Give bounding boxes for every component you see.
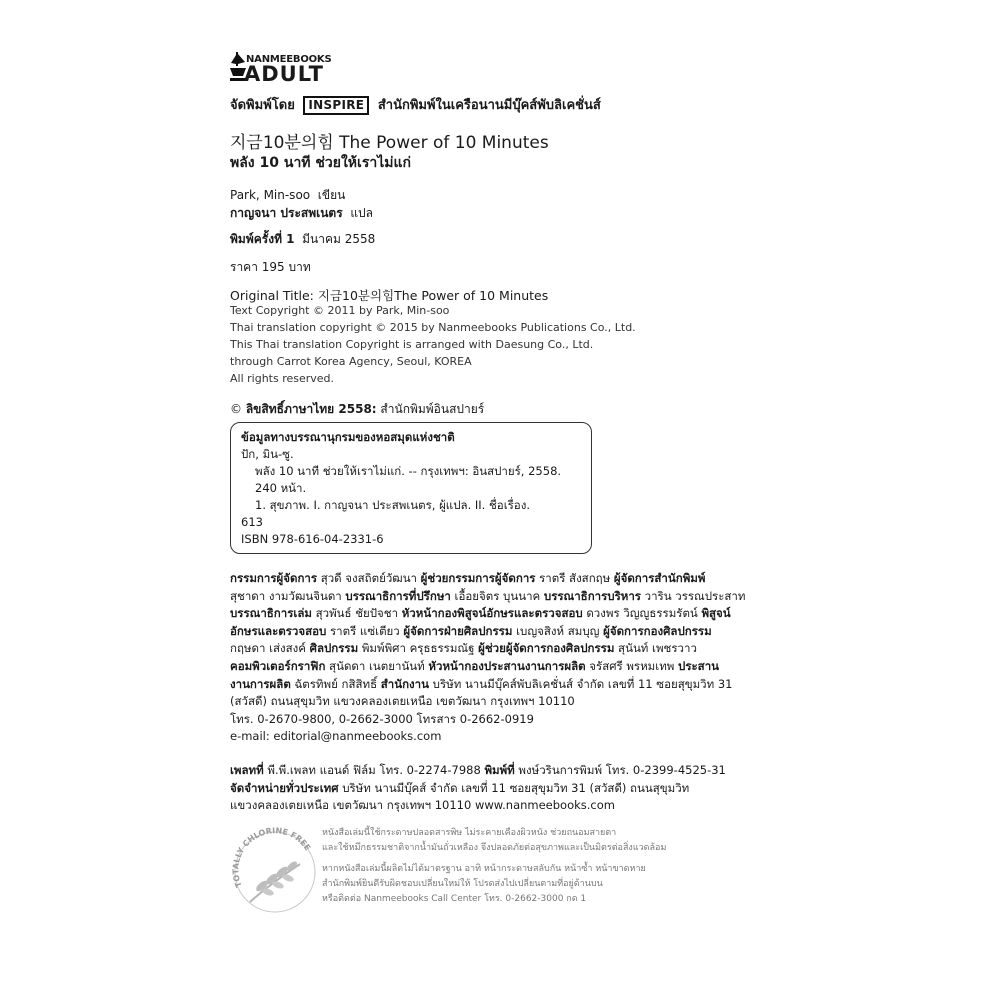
edition-date: มีนาคม 2558 [302, 232, 376, 246]
credit-name: วาริน วรรณประสาท [640, 588, 746, 603]
credit-role: เพลทที่ [230, 763, 264, 777]
publisher-line [230, 94, 601, 115]
thai-rights-holder: สำนักพิมพ์อินสปายร์ [380, 402, 485, 416]
credit-role: พิมพ์ที่ [484, 763, 515, 777]
credit-role: หัวหน้ากองประสานงานการผลิต [428, 658, 586, 673]
paper-note-line: และใช้หมึกธรรมชาติจากน้ำมันถั่วเหลือง จึงปลอดภัยต่อสุขภาพและเป็นมิตรต่อสิ่งแวดล้อม [322, 843, 667, 853]
publisher-logo [230, 50, 360, 88]
printer-line [230, 797, 770, 815]
credit-role: บรรณาธิการบริหาร [543, 588, 641, 603]
cip-line: 240 หน้า. [255, 481, 307, 495]
credit-role: ผู้จัดการสำนักพิมพ์ [613, 571, 706, 585]
credit-name: บริษัท นานมีบุ๊คส์ จำกัด เลขที่ 11 ซอยสุขุมวิท 31 (สวัสดี) ถนนสุขุมวิท [338, 780, 690, 795]
translator-line [230, 204, 373, 223]
credits-line [230, 693, 770, 711]
credit-name: ดวงพร วิญญูธรรมรัตน์ [582, 606, 702, 621]
credit-role: บรรณาธิการเล่ม [230, 606, 312, 621]
credit-role: งานการผลิต [230, 676, 291, 691]
copyright-symbol: © [230, 402, 242, 416]
paper-note-line: หรือติดต่อ Nanmeebooks Call Center โทร. 0-2662-3000 กด 1 [322, 894, 587, 904]
edition-line [230, 230, 375, 249]
credits-line [230, 640, 770, 658]
publisher-prefix: จัดพิมพ์โดย [230, 98, 295, 113]
original-title: 지금10분의힘 The Power of 10 Minutes [230, 133, 549, 153]
imprint-logo: INSPIRE [303, 96, 369, 115]
printer-info [230, 762, 770, 815]
cip-isbn: ISBN 978-616-04-2331-6 [241, 532, 384, 546]
credit-name: สุนันท์ เพชรวาว [614, 641, 697, 656]
credit-name: ราตรี สังสกฤษ [535, 571, 614, 585]
thai-title: พลัง 10 นาที ช่วยให้เราไม่แก่ [230, 155, 411, 171]
translator-role: แปล [350, 206, 374, 220]
credit-name: โทร. 0-2670-9800, 0-2662-3000 โทรสาร 0-2662-0919 [230, 711, 534, 726]
credit-role: ศิลปกรรม [309, 641, 359, 656]
cip-author: ปัก, มิน-ซู. [241, 447, 294, 461]
credits-line [230, 711, 770, 729]
credit-name: พงษ์วรินการพิมพ์ โทร. 0-2399-4525-31 [514, 763, 726, 777]
copyright-line: through Carrot Korea Agency, Seoul, KOREA [230, 355, 472, 368]
credit-name: สุนัดดา เนตยานันท์ [325, 658, 429, 673]
credit-name: (สวัสดี) ถนนสุขุมวิท แขวงคลองเตยเหนือ เขตวัฒนา กรุงเทพฯ 10110 [230, 694, 575, 709]
logo-brand-bottom: ADULT [244, 62, 324, 86]
credit-name: พี.พี.เพลท แอนด์ ฟิล์ม โทร. 0-2274-7988 [263, 763, 485, 777]
cip-heading: ข้อมูลทางบรรณานุกรมของหอสมุดแห่งชาติ [241, 430, 455, 444]
cip-box [230, 422, 592, 554]
credit-name: เอื้อยจิตร บุนนาค [450, 588, 544, 603]
logo-brand-top: NANMEEBOOKS [246, 54, 332, 65]
original-title-value: 지금10분의힘The Power of 10 Minutes [317, 288, 549, 303]
credit-name: บริษัท นานมีบุ๊คส์พับลิเคชั่นส์ จำกัด เลขที่ 11 ซอยสุขุมวิท 31 [429, 676, 733, 691]
credit-name: พิมพ์พิศา ครุธธรรมณัฐ [358, 641, 479, 656]
credit-role: หัวหน้ากองพิสูจน์อักษรและตรวจสอบ [401, 606, 583, 621]
paper-note-line: สำนักพิมพ์ยินดีรับผิดชอบเปลี่ยนใหม่ให้ โปรดส่งไปเปลี่ยนตามที่อยู่ด้านบน [322, 879, 603, 889]
credits-line [230, 605, 770, 623]
copyright-line: This Thai translation Copyright is arranged with Daesung Co., Ltd. [230, 338, 594, 351]
credit-name: เบญจสิงห์ สมบุญ [512, 623, 604, 638]
copyright-line: All rights reserved. [230, 372, 335, 385]
credit-role: สำนักงาน [380, 676, 429, 691]
cip-classification: 613 [241, 515, 263, 529]
credits-line [230, 658, 770, 676]
thai-rights-line [230, 400, 484, 419]
original-title-line [230, 286, 548, 304]
author-role: เขียน [317, 188, 346, 202]
credit-name: ฉัตรทิพย์ กสิสิทธิ์ [290, 676, 381, 691]
cip-line: พลัง 10 นาที ช่วยให้เราไม่แก่. -- กรุงเทพฯ: อินสปายร์, 2558. [255, 464, 562, 478]
thai-rights-label: ลิขสิทธิ์ภาษาไทย 2558: [245, 402, 377, 416]
credit-name: สุวพันธ์ ชัยปัจชา [311, 606, 402, 621]
credit-role: พิสูจน์ [701, 606, 731, 621]
credit-name: กฤษดา เส่งสงค์ [230, 641, 310, 656]
credit-role: อักษรและตรวจสอบ [230, 623, 327, 638]
paper-note-line: หากหนังสือเล่มนี้ผลิตไม่ได้มาตรฐาน อาทิ หน้ากระดาษสลับกัน หน้าซ้ำ หน้าขาดหาย [322, 864, 646, 874]
credits-line [230, 728, 770, 746]
printer-line [230, 780, 770, 798]
copyright-line: Thai translation copyright © 2015 by Nanmeebooks Publications Co., Ltd. [230, 321, 636, 334]
chlorine-free-badge-icon [230, 824, 320, 914]
credit-role: ผู้ช่วยผู้จัดการกองศิลปกรรม [478, 641, 615, 656]
original-title-label: Original Title: [230, 288, 314, 303]
credit-name: จรัสศรี พรหมเทพ [585, 658, 679, 673]
credit-name: แขวงคลองเตยเหนือ เขตวัฒนา กรุงเทพฯ 10110 www.nanmeebooks.com [230, 798, 615, 813]
translator-name: กาญจนา ประสพเนตร [230, 206, 343, 220]
publisher-suffix: สำนักพิมพ์ในเครือนานมีบุ๊คส์พับลิเคชั่นส์ [377, 98, 601, 113]
paper-note [322, 826, 666, 907]
printer-line [230, 762, 770, 780]
credit-role: ผู้จัดการกองศิลปกรรม [603, 623, 712, 638]
author-line [230, 186, 345, 205]
price: ราคา 195 บาท [230, 260, 311, 274]
author-name: Park, Min-soo [230, 188, 311, 202]
staff-credits [230, 570, 770, 746]
credits-line [230, 676, 770, 694]
copyright-line: Text Copyright © 2011 by Park, Min-soo [230, 304, 450, 317]
credit-name: สุชาดา งามวัฒนจินดา [230, 588, 346, 603]
credit-name: สุวดี จงสถิตย์วัฒนา [317, 571, 421, 585]
credit-role: ประสาน [678, 658, 720, 673]
credits-line [230, 588, 770, 606]
edition-label: พิมพ์ครั้งที่ 1 [230, 232, 295, 246]
credit-role: บรรณาธิการที่ปรึกษา [345, 588, 451, 603]
credit-role: คอมพิวเตอร์กราฟิก [230, 658, 326, 673]
cip-line: 1. สุขภาพ. I. กาญจนา ประสพเนตร, ผู้แปล. II. ชื่อเรื่อง. [255, 498, 530, 512]
credit-role: ผู้จัดการฝ่ายศิลปกรรม [403, 623, 513, 638]
credit-name: ราตรี แซ่เตียว [326, 623, 404, 638]
credit-role: กรรมการผู้จัดการ [230, 571, 318, 585]
credits-line [230, 623, 770, 641]
credit-role: ผู้ช่วยกรรมการผู้จัดการ [420, 571, 536, 585]
credit-role: จัดจำหน่ายทั่วประเทศ [230, 780, 339, 795]
credit-name: e-mail: editorial@nanmeebooks.com [230, 729, 442, 744]
credits-line [230, 570, 770, 588]
eco-badge-text: TOTALLY CHLORINE FREE [231, 826, 313, 889]
paper-note-line: หนังสือเล่มนี้ใช้กระดาษปลอดสารพิษ ไม่ระคายเคืองผิวหนัง ช่วยถนอมสายตา [322, 828, 617, 838]
